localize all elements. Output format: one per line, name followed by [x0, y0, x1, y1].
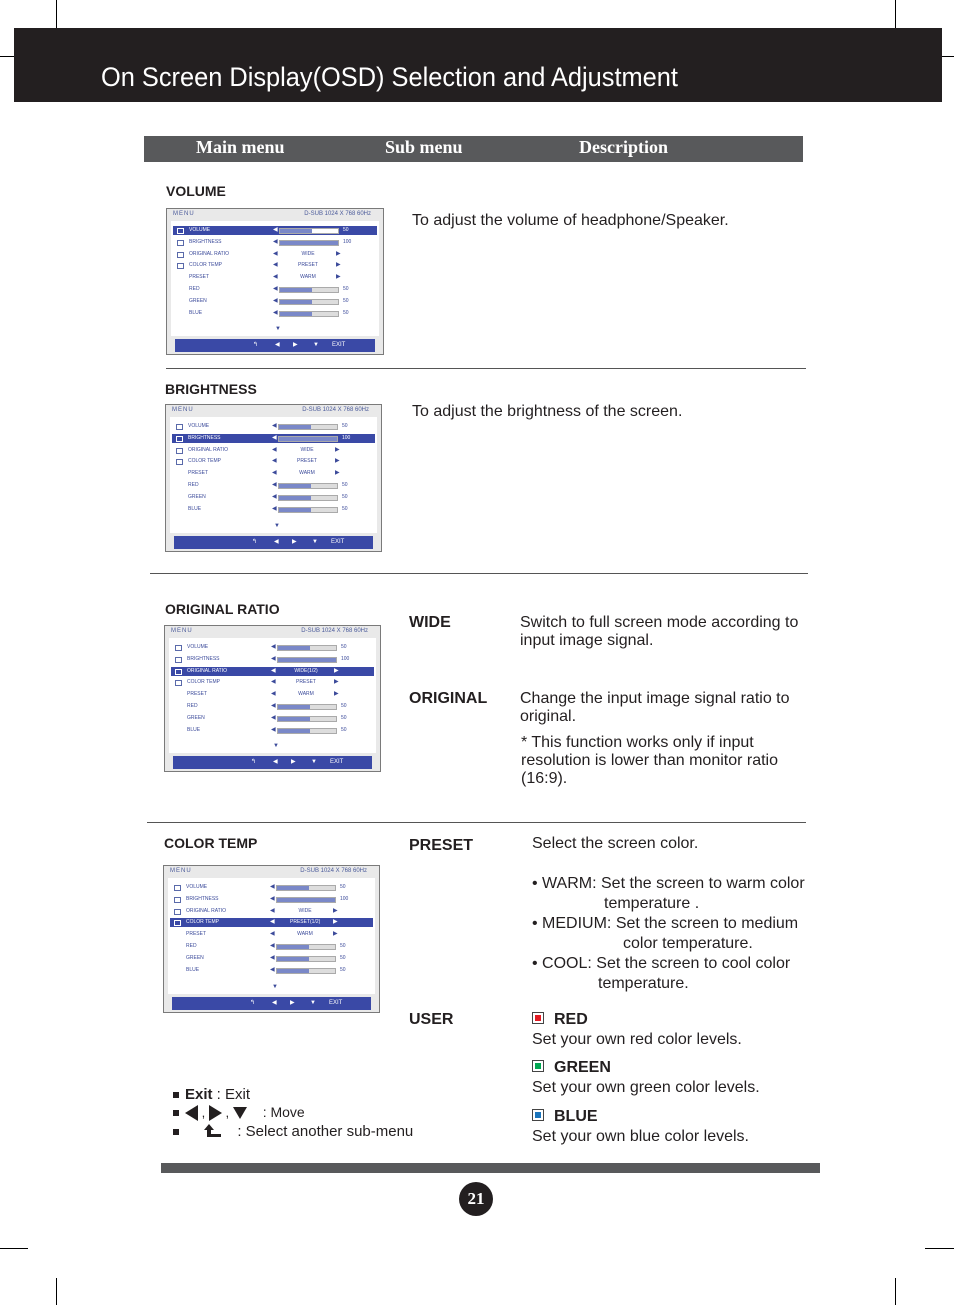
osd-item-label: VOLUME	[188, 423, 210, 429]
legend-move: , , : Move	[173, 1104, 305, 1121]
footer-rule	[161, 1163, 820, 1173]
osd-right-icon: ▶	[292, 539, 297, 545]
osd-item-icon	[176, 448, 183, 454]
osd-level-value: 50	[341, 714, 347, 721]
osd-screenshot-brightness	[165, 404, 382, 552]
osd-level-value: 50	[341, 644, 347, 650]
osd-menu-item	[171, 726, 374, 735]
user-green-heading	[532, 1059, 611, 1077]
osd-item-label: BLUE	[186, 966, 200, 973]
osd-menu-item	[173, 261, 377, 270]
osd-menu-item	[170, 966, 373, 975]
user-red-description: Set your own red color levels.	[532, 1031, 742, 1048]
osd-menu-item	[173, 285, 377, 294]
osd-item-label: VOLUME	[189, 227, 211, 233]
osd-item-icon	[175, 669, 182, 675]
osd-menu-item	[171, 714, 374, 723]
osd-down-icon: ▼	[313, 342, 319, 348]
osd-item-label: PRESET	[189, 274, 210, 281]
user-blue-heading	[532, 1108, 598, 1126]
osd-menu-item	[170, 954, 373, 963]
osd-level-value: 50	[340, 884, 346, 890]
osd-menu-item	[172, 457, 375, 466]
osd-level-bar	[276, 897, 336, 903]
osd-menu-item	[172, 469, 375, 478]
osd-left-arrow-icon: ◀	[271, 714, 276, 721]
volume-description: To adjust the volume of headphone/Speaker.	[412, 212, 729, 229]
preset-cool-line: • COOL: Set the screen to cool color	[532, 955, 791, 972]
crop-mark	[56, 1278, 57, 1305]
osd-header	[166, 405, 381, 415]
osd-menu-item	[172, 481, 375, 490]
osd-item-label: VOLUME	[186, 884, 208, 890]
osd-left-arrow-icon: ◀	[271, 655, 276, 662]
osd-item-label: ORIGINAL RATIO	[188, 446, 229, 453]
option-wide-label: WIDE	[409, 614, 451, 631]
legend-exit-text: : Exit	[212, 1086, 251, 1103]
osd-header	[167, 209, 383, 219]
option-original-label: ORIGINAL	[409, 690, 488, 707]
osd-item-label: ORIGINAL RATIO	[187, 667, 228, 674]
osd-level-bar	[276, 944, 336, 950]
blue-square-icon	[532, 1109, 544, 1121]
osd-header	[164, 866, 379, 876]
osd-menu-item	[172, 493, 375, 502]
osd-level-value: 50	[342, 482, 348, 488]
osd-menu-item	[172, 422, 375, 431]
osd-left-icon: ◀	[272, 1000, 277, 1006]
osd-level-value: 50	[340, 954, 346, 961]
original-ratio-note: * This function works only if input resolution is lower than monitor ratio (16:9).	[521, 734, 779, 787]
crop-mark	[0, 56, 14, 57]
osd-option-value: WARM	[300, 274, 316, 281]
section-divider	[150, 573, 808, 574]
osd-level-bar	[278, 424, 338, 430]
osd-item-label: RED	[186, 943, 197, 949]
osd-item-label: BRIGHTNESS	[187, 655, 220, 662]
osd-left-arrow-icon: ◀	[271, 726, 276, 733]
osd-level-value: 50	[343, 309, 349, 316]
osd-level-bar	[278, 495, 338, 501]
osd-item-label: BRIGHTNESS	[189, 238, 222, 245]
osd-level-bar	[279, 240, 339, 246]
osd-level-value: 100	[341, 655, 350, 662]
osd-left-icon: ◀	[274, 539, 279, 545]
crop-mark	[895, 1278, 896, 1305]
osd-item-label: GREEN	[187, 714, 205, 721]
osd-item-label: GREEN	[186, 954, 204, 961]
osd-right-arrow-icon: ▶	[334, 667, 339, 674]
osd-down-icon: ▼	[311, 759, 317, 765]
osd-item-label: ORIGINAL RATIO	[189, 250, 230, 257]
osd-level-value: 50	[342, 505, 348, 512]
osd-item-icon	[177, 228, 184, 234]
osd-left-arrow-icon: ◀	[273, 250, 278, 257]
osd-left-icon: ◀	[273, 759, 278, 765]
option-preset-label: PRESET	[409, 837, 474, 854]
osd-down-icon: ▼	[310, 1000, 316, 1006]
preset-medium-line-2: color temperature.	[623, 935, 753, 952]
osd-enter-icon: ↰	[250, 1000, 256, 1006]
osd-level-bar	[277, 728, 337, 734]
osd-item-icon	[177, 252, 184, 258]
osd-item-label: PRESET	[188, 470, 209, 477]
user-blue-label: BLUE	[554, 1108, 598, 1125]
brightness-description: To adjust the brightness of the screen.	[412, 403, 683, 420]
osd-level-value: 100	[342, 434, 351, 441]
osd-left-arrow-icon: ◀	[271, 679, 276, 686]
crop-mark	[925, 1248, 954, 1249]
osd-scroll-down-icon: ▼	[272, 984, 278, 990]
section-title-brightness: BRIGHTNESS	[165, 381, 257, 397]
osd-option-value: PRESET(1/2)	[290, 919, 321, 926]
osd-left-arrow-icon: ◀	[270, 884, 275, 890]
osd-right-arrow-icon: ▶	[336, 262, 341, 269]
osd-level-bar	[278, 507, 338, 513]
legend-move-text: : Move	[262, 1104, 305, 1120]
osd-left-arrow-icon: ◀	[270, 895, 275, 902]
osd-item-label: COLOR TEMP	[188, 458, 221, 465]
osd-left-arrow-icon: ◀	[271, 691, 276, 698]
legend-submenu	[173, 1123, 413, 1141]
osd-item-label: VOLUME	[187, 644, 209, 650]
column-main-menu: Main menu	[196, 137, 285, 157]
osd-level-value: 100	[340, 895, 349, 902]
red-square-icon	[532, 1012, 544, 1024]
bullet-icon	[173, 1092, 179, 1098]
option-original-description: Change the input image signal ratio to original.	[520, 690, 790, 725]
user-red-label: RED	[554, 1011, 588, 1028]
osd-menu-label: MENU	[171, 628, 193, 634]
osd-item-icon	[174, 897, 181, 903]
enter-arrow-icon	[203, 1123, 223, 1141]
osd-left-arrow-icon: ◀	[272, 505, 277, 512]
osd-item-label: GREEN	[189, 297, 207, 304]
user-green-description: Set your own green color levels.	[532, 1079, 760, 1096]
osd-menu-item	[172, 505, 375, 514]
bullet-icon	[173, 1110, 179, 1116]
osd-item-icon	[176, 436, 183, 442]
osd-item-icon	[176, 459, 183, 465]
section-title-color-temp: COLOR TEMP	[164, 835, 258, 851]
osd-item-icon	[174, 885, 181, 891]
osd-resolution: D-SUB 1024 X 768 60Hz	[301, 628, 368, 634]
osd-item-icon	[175, 657, 182, 663]
crop-mark	[0, 1248, 28, 1249]
osd-item-icon	[177, 263, 184, 269]
osd-level-bar	[276, 968, 336, 974]
osd-left-arrow-icon: ◀	[271, 644, 276, 650]
osd-left-arrow-icon: ◀	[270, 943, 275, 949]
osd-menu-list	[170, 417, 377, 533]
osd-menu-item	[170, 895, 373, 904]
crop-mark	[942, 56, 954, 57]
osd-enter-icon: ↰	[252, 539, 258, 545]
column-description: Description	[579, 137, 668, 157]
osd-item-label: BLUE	[188, 505, 202, 512]
osd-item-label: PRESET	[187, 691, 208, 698]
osd-level-bar	[279, 299, 339, 305]
osd-level-value: 50	[343, 286, 349, 292]
osd-menu-label: MENU	[173, 211, 195, 217]
osd-item-icon	[175, 645, 182, 651]
osd-left-arrow-icon: ◀	[272, 470, 277, 477]
preset-cool-line-2: temperature.	[598, 975, 689, 992]
osd-menu-item	[173, 226, 377, 235]
osd-right-arrow-icon: ▶	[333, 931, 338, 938]
osd-level-value: 50	[342, 493, 348, 500]
preset-warm-line: • WARM: Set the screen to warm color	[532, 875, 805, 892]
osd-footer-bar	[172, 997, 371, 1010]
osd-menu-item	[170, 918, 373, 927]
osd-scroll-down-icon: ▼	[275, 326, 281, 332]
osd-item-label: RED	[189, 286, 200, 292]
osd-menu-item	[173, 250, 377, 259]
user-green-label: GREEN	[554, 1059, 611, 1076]
osd-left-arrow-icon: ◀	[273, 238, 278, 245]
section-divider	[147, 822, 806, 823]
osd-right-icon: ▶	[293, 342, 298, 348]
preset-intro: Select the screen color.	[532, 835, 699, 852]
osd-right-arrow-icon: ▶	[336, 274, 341, 281]
osd-scroll-down-icon: ▼	[274, 523, 280, 529]
osd-menu-item	[173, 273, 377, 282]
preset-warm-line-2: temperature .	[604, 895, 700, 912]
osd-menu-item	[171, 690, 374, 699]
osd-menu-label: MENU	[172, 407, 194, 413]
osd-menu-list	[168, 878, 375, 994]
osd-menu-item	[173, 309, 377, 318]
osd-scroll-down-icon: ▼	[273, 743, 279, 749]
osd-left-arrow-icon: ◀	[272, 446, 277, 453]
osd-menu-item	[172, 446, 375, 455]
osd-right-arrow-icon: ▶	[336, 250, 341, 257]
osd-level-bar	[278, 436, 338, 442]
osd-menu-item	[170, 907, 373, 916]
osd-level-bar	[277, 716, 337, 722]
osd-footer-bar	[173, 756, 372, 769]
section-divider	[166, 368, 806, 369]
osd-right-arrow-icon: ▶	[335, 470, 340, 477]
page-title: On Screen Display(OSD) Selection and Adjustment	[101, 62, 678, 92]
osd-level-value: 50	[341, 703, 347, 709]
osd-option-value: WIDE(1/2)	[294, 667, 318, 674]
osd-header	[165, 626, 380, 636]
osd-level-bar	[277, 704, 337, 710]
osd-down-icon: ▼	[312, 539, 318, 545]
osd-exit-label: EXIT	[329, 1000, 343, 1006]
osd-item-label: COLOR TEMP	[186, 919, 219, 926]
column-sub-menu: Sub menu	[385, 137, 463, 157]
osd-level-value: 50	[340, 966, 346, 973]
osd-item-label: BRIGHTNESS	[188, 434, 221, 441]
osd-item-icon	[174, 909, 181, 915]
osd-option-value: WIDE	[301, 250, 315, 257]
osd-option-value: PRESET	[296, 458, 317, 465]
osd-item-label: ORIGINAL RATIO	[186, 907, 227, 914]
user-red-heading	[532, 1011, 588, 1029]
osd-level-bar	[276, 885, 336, 891]
osd-level-value: 50	[343, 227, 349, 233]
osd-option-value: WARM	[297, 931, 313, 938]
osd-level-bar	[278, 483, 338, 489]
osd-item-icon	[177, 240, 184, 246]
osd-right-icon: ▶	[290, 1000, 295, 1006]
osd-option-value: WARM	[298, 691, 314, 698]
osd-item-label: GREEN	[188, 493, 206, 500]
osd-menu-item	[170, 883, 373, 892]
osd-right-arrow-icon: ▶	[335, 458, 340, 465]
osd-item-label: BLUE	[187, 726, 201, 733]
osd-level-bar	[279, 287, 339, 293]
osd-right-arrow-icon: ▶	[334, 679, 339, 686]
osd-left-arrow-icon: ◀	[272, 423, 277, 429]
osd-menu-list	[169, 638, 376, 753]
osd-menu-label: MENU	[170, 868, 192, 874]
osd-item-label: BLUE	[189, 309, 203, 316]
section-title-original-ratio: ORIGINAL RATIO	[165, 601, 280, 617]
osd-menu-item	[171, 655, 374, 664]
osd-item-label: COLOR TEMP	[187, 679, 220, 686]
osd-level-bar	[279, 228, 339, 234]
osd-left-arrow-icon: ◀	[273, 262, 278, 269]
osd-exit-label: EXIT	[330, 759, 344, 765]
osd-level-bar	[277, 657, 337, 663]
osd-menu-item	[173, 238, 377, 247]
osd-screenshot-color-temp	[163, 865, 380, 1013]
osd-level-bar	[276, 956, 336, 962]
osd-menu-item	[171, 667, 374, 676]
osd-menu-item	[170, 930, 373, 939]
option-user-label: USER	[409, 1011, 454, 1028]
osd-level-value: 50	[343, 297, 349, 304]
osd-enter-icon: ↰	[253, 342, 259, 348]
bullet-icon	[173, 1129, 179, 1135]
green-square-icon	[532, 1060, 544, 1072]
osd-left-arrow-icon: ◀	[273, 274, 278, 281]
crop-mark	[895, 0, 896, 28]
osd-menu-item	[172, 434, 375, 443]
osd-screenshot-original-ratio	[164, 625, 381, 772]
osd-menu-item	[171, 702, 374, 711]
right-arrow-icon	[209, 1105, 222, 1121]
osd-left-arrow-icon: ◀	[271, 703, 276, 709]
osd-right-arrow-icon: ▶	[333, 919, 338, 926]
osd-menu-item	[171, 678, 374, 687]
left-arrow-icon	[185, 1105, 198, 1121]
preset-medium-line: • MEDIUM: Set the screen to medium	[532, 915, 799, 932]
osd-exit-label: EXIT	[332, 342, 346, 348]
osd-right-arrow-icon: ▶	[333, 907, 338, 914]
legend-submenu-text: : Select another sub-menu	[237, 1123, 414, 1140]
osd-resolution: D-SUB 1024 X 768 60Hz	[302, 407, 369, 413]
legend-exit	[173, 1086, 250, 1103]
osd-left-arrow-icon: ◀	[272, 482, 277, 488]
osd-option-value: WIDE	[300, 446, 314, 453]
osd-menu-item	[170, 942, 373, 951]
osd-level-value: 50	[340, 943, 346, 949]
osd-option-value: WIDE	[298, 907, 312, 914]
user-blue-description: Set your own blue color levels.	[532, 1128, 749, 1145]
osd-level-value: 100	[343, 238, 352, 245]
osd-left-arrow-icon: ◀	[272, 493, 277, 500]
osd-option-value: PRESET	[297, 262, 318, 269]
osd-item-label: PRESET	[186, 931, 207, 938]
osd-left-arrow-icon: ◀	[270, 919, 275, 926]
osd-right-arrow-icon: ▶	[335, 446, 340, 453]
osd-menu-item	[171, 643, 374, 652]
osd-left-arrow-icon: ◀	[270, 907, 275, 914]
osd-left-arrow-icon: ◀	[273, 309, 278, 316]
osd-left-arrow-icon: ◀	[270, 954, 275, 961]
osd-menu-list	[171, 221, 379, 336]
osd-exit-label: EXIT	[331, 539, 345, 545]
osd-level-value: 50	[341, 726, 347, 733]
option-wide-description: Switch to full screen mode according to input image signal.	[520, 614, 799, 649]
osd-item-label: COLOR TEMP	[189, 262, 222, 269]
osd-left-arrow-icon: ◀	[270, 931, 275, 938]
osd-item-label: RED	[188, 482, 199, 488]
section-title-volume: VOLUME	[166, 183, 226, 199]
osd-level-bar	[277, 645, 337, 651]
legend-exit-bold: Exit	[185, 1086, 213, 1103]
osd-menu-item	[173, 297, 377, 306]
page-number: 21	[459, 1182, 493, 1216]
osd-left-arrow-icon: ◀	[270, 966, 275, 973]
osd-resolution: D-SUB 1024 X 768 60Hz	[304, 211, 371, 217]
osd-level-bar	[279, 311, 339, 317]
osd-left-arrow-icon: ◀	[273, 227, 278, 233]
osd-level-value: 50	[342, 423, 348, 429]
osd-left-arrow-icon: ◀	[273, 286, 278, 292]
osd-right-arrow-icon: ▶	[334, 691, 339, 698]
osd-option-value: WARM	[299, 470, 315, 477]
osd-left-icon: ◀	[275, 342, 280, 348]
osd-item-label: BRIGHTNESS	[186, 895, 219, 902]
osd-option-value: PRESET	[295, 679, 316, 686]
osd-left-arrow-icon: ◀	[272, 458, 277, 465]
osd-right-icon: ▶	[291, 759, 296, 765]
down-arrow-icon	[233, 1107, 247, 1119]
osd-item-icon	[174, 920, 181, 926]
crop-mark	[56, 0, 57, 28]
osd-left-arrow-icon: ◀	[273, 297, 278, 304]
osd-item-icon	[176, 424, 183, 430]
osd-item-label: RED	[187, 703, 198, 709]
osd-footer-bar	[174, 536, 373, 549]
column-header-bar	[144, 136, 803, 162]
osd-left-arrow-icon: ◀	[272, 434, 277, 441]
osd-footer-bar	[175, 339, 375, 352]
osd-resolution: D-SUB 1024 X 768 60Hz	[300, 868, 367, 874]
osd-enter-icon: ↰	[251, 759, 257, 765]
osd-item-icon	[175, 680, 182, 686]
osd-screenshot-volume	[166, 208, 384, 355]
osd-left-arrow-icon: ◀	[271, 667, 276, 674]
